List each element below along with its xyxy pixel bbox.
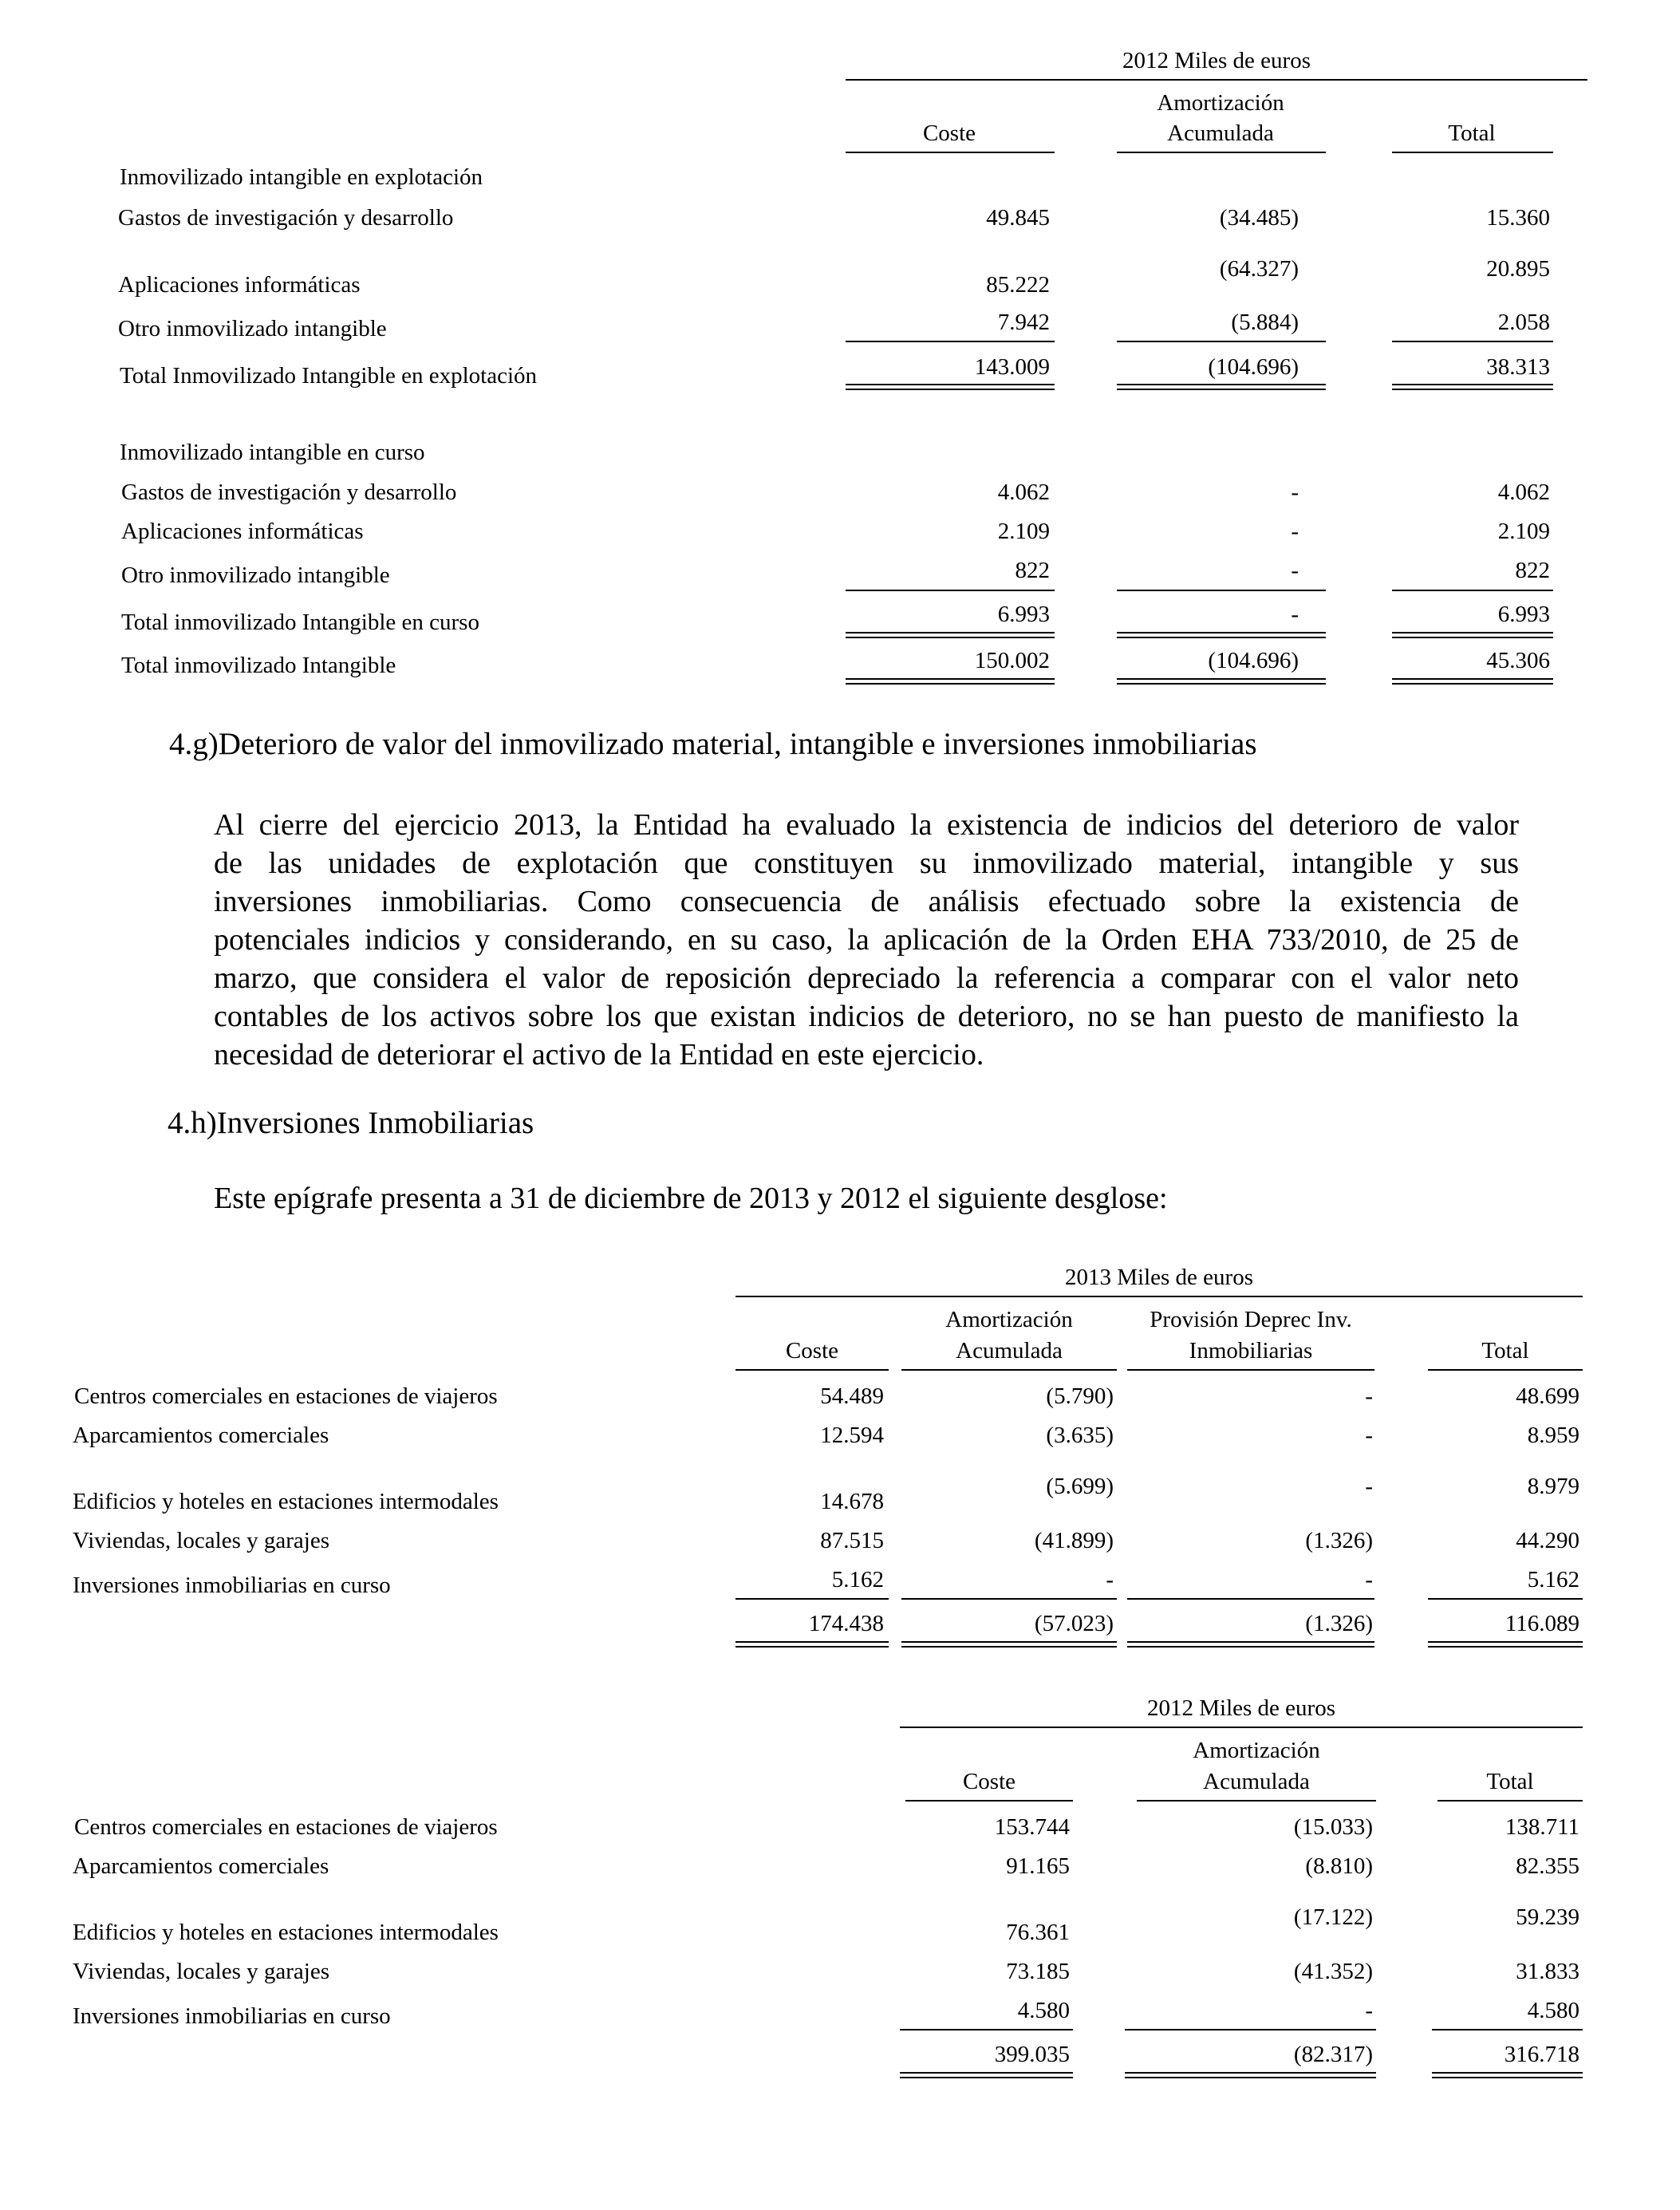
cell-prov: - <box>1365 1474 1373 1499</box>
row-label: Gastos de investigación y desarrollo <box>118 205 454 231</box>
cell-amort: - <box>1291 519 1299 544</box>
paragraph-line: de las unidades de explotación que constituyen su inmovilizado material, intangible y sus <box>214 847 1519 880</box>
row-label: Inversiones inmobiliarias en curso <box>73 1573 391 1598</box>
row-label: Centros comerciales en estaciones de viajeros <box>74 1383 498 1409</box>
cell-amort: - <box>1365 1998 1373 2023</box>
cell-total: 4.062 <box>1497 479 1550 505</box>
row-label: Aplicaciones informáticas <box>118 272 361 298</box>
col-rule-total <box>1392 152 1553 153</box>
cell-amort: (3.635) <box>1046 1423 1114 1448</box>
cell-amort: (5.790) <box>1046 1383 1114 1409</box>
cell-prov: - <box>1365 1383 1373 1409</box>
paragraph-line: marzo, que considera el valor de reposición depreciado la referencia a comparar con el valor neto <box>214 961 1519 995</box>
cell-total: 138.711 <box>1505 1814 1579 1840</box>
cell-coste: 822 <box>1015 558 1050 583</box>
row-label: Aplicaciones informáticas <box>121 519 364 544</box>
col-rule-amort <box>1117 152 1326 153</box>
row-label: Inversiones inmobiliarias en curso <box>73 2003 391 2029</box>
col-header-acumulada: Acumulada <box>1203 1769 1310 1794</box>
total-double-rule <box>846 678 1055 685</box>
col-header-total: Total <box>1486 1769 1534 1794</box>
cell-coste: 12.594 <box>820 1423 884 1448</box>
total-double-rule <box>1125 2072 1376 2078</box>
cell-amort: - <box>1291 558 1299 583</box>
cell-total: 5.162 <box>1527 1567 1579 1592</box>
period-header-rule <box>900 1727 1583 1728</box>
total-double-rule <box>1392 384 1553 390</box>
total-double-rule <box>901 1641 1117 1648</box>
cell-prov-total: (1.326) <box>1305 1611 1373 1636</box>
col-rule-prov <box>1127 1369 1374 1371</box>
total-double-rule <box>1428 1641 1583 1648</box>
col-header-acumulada: Acumulada <box>956 1338 1063 1363</box>
paragraph-line: necesidad de deteriorar el activo de la Entidad en este ejercicio. <box>214 1038 984 1071</box>
col-header-amortizacion: Amortización <box>945 1307 1073 1332</box>
cell-amort: (104.696) <box>1208 648 1299 673</box>
cell-total: 2.058 <box>1497 310 1550 335</box>
cell-amort: (5.884) <box>1231 310 1299 335</box>
period-header: 2012 Miles de euros <box>1122 48 1311 73</box>
total-double-rule <box>846 384 1055 390</box>
cell-total: 38.313 <box>1486 354 1550 380</box>
col-header-total: Total <box>1481 1338 1529 1363</box>
cell-coste: 76.361 <box>1006 1920 1070 1945</box>
row-label: Edificios y hoteles en estaciones intermodales <box>73 1920 499 1945</box>
paragraph-line: Al cierre del ejercicio 2013, la Entidad ha evaluado la existencia de indicios del deterioro de valor <box>214 808 1519 842</box>
cell-amort: (5.699) <box>1046 1474 1114 1499</box>
cell-total: 48.699 <box>1516 1383 1579 1409</box>
col-rule-coste <box>735 1369 889 1371</box>
section-heading-4g: 4.g)Deterioro de valor del inmovilizado material, intangible e inversiones inmobiliarias <box>169 727 1257 761</box>
col-rule-total <box>1437 1800 1583 1802</box>
row-label: Edificios y hoteles en estaciones intermodales <box>73 1489 499 1514</box>
subtotal-rule <box>1125 2029 1376 2030</box>
cell-total: 6.993 <box>1497 602 1550 627</box>
cell-total: 15.360 <box>1486 205 1550 231</box>
subtotal-rule <box>846 341 1055 342</box>
subtotal-rule <box>901 1598 1117 1600</box>
section-4g-paragraph <box>214 806 1519 1074</box>
period-header-rule <box>735 1296 1583 1297</box>
total-double-rule <box>1117 632 1326 638</box>
cell-coste: 143.009 <box>974 354 1050 380</box>
cell-total-total: 116.089 <box>1505 1611 1579 1636</box>
row-label: Gastos de investigación y desarrollo <box>121 479 457 505</box>
cell-coste-total: 399.035 <box>994 2042 1070 2067</box>
col-rule-coste <box>905 1800 1073 1802</box>
cell-amort: (8.810) <box>1305 1853 1373 1879</box>
cell-amort: (104.696) <box>1208 354 1299 380</box>
cell-total: 44.290 <box>1516 1528 1579 1553</box>
cell-coste: 2.109 <box>997 519 1050 544</box>
col-rule-amort <box>1137 1800 1376 1802</box>
total-double-rule <box>1392 678 1553 685</box>
col-header-acumulada: Acumulada <box>1167 120 1274 146</box>
total-double-rule <box>1392 632 1553 638</box>
row-label: Otro inmovilizado intangible <box>121 562 390 588</box>
section-title: Inmovilizado intangible en curso <box>120 440 425 465</box>
col-header-coste: Coste <box>922 120 976 146</box>
col-rule-coste <box>846 152 1055 153</box>
cell-total: 82.355 <box>1516 1853 1579 1879</box>
cell-coste: 153.744 <box>994 1814 1070 1840</box>
cell-amort-total: (57.023) <box>1034 1611 1114 1636</box>
cell-amort: - <box>1291 602 1299 627</box>
col-rule-amort <box>901 1369 1117 1371</box>
cell-coste: 85.222 <box>986 272 1050 298</box>
section-title: Inmovilizado intangible en explotación <box>120 164 483 190</box>
total-double-rule <box>1117 678 1326 685</box>
cell-total: 31.833 <box>1516 1959 1579 1984</box>
paragraph-line: inversiones inmobiliarias. Como consecuencia de análisis efectuado sobre la existencia de <box>214 885 1519 918</box>
cell-amort: (34.485) <box>1219 205 1299 231</box>
col-header-inmobiliarias: Inmobiliarias <box>1189 1338 1313 1363</box>
cell-total: 59.239 <box>1516 1904 1579 1930</box>
cell-amort: (41.899) <box>1034 1528 1114 1553</box>
total-double-rule <box>846 632 1055 638</box>
cell-amort: (64.327) <box>1219 256 1299 282</box>
paragraph-line: contables de los activos sobre los que existan indicios de deterioro, no se han puesto de manifiesto la <box>214 1000 1519 1033</box>
subtotal-rule <box>1432 2029 1583 2030</box>
col-rule-total <box>1428 1369 1583 1371</box>
cell-amort: - <box>1291 479 1299 505</box>
row-label: Centros comerciales en estaciones de viajeros <box>74 1814 498 1840</box>
cell-prov: - <box>1365 1423 1373 1448</box>
cell-total: 8.959 <box>1527 1423 1579 1448</box>
subtotal-rule <box>1117 341 1326 342</box>
cell-amort: (41.352) <box>1293 1959 1373 1984</box>
period-header: 2013 Miles de euros <box>1065 1265 1253 1290</box>
section-4h-intro: Este epígrafe presenta a 31 de diciembre de 2013 y 2012 el siguiente desglose: <box>214 1182 1168 1215</box>
cell-coste: 4.580 <box>1017 1998 1070 2023</box>
cell-coste: 14.678 <box>820 1489 884 1514</box>
period-header-rule <box>846 79 1587 81</box>
total-double-rule <box>1127 1641 1374 1648</box>
period-header: 2012 Miles de euros <box>1147 1695 1335 1721</box>
cell-coste: 91.165 <box>1006 1853 1070 1879</box>
col-header-provision: Provisión Deprec Inv. <box>1150 1307 1352 1332</box>
row-label-grand-total: Total inmovilizado Intangible <box>121 653 396 678</box>
cell-prov: (1.326) <box>1305 1528 1373 1553</box>
cell-total-total: 316.718 <box>1504 2042 1579 2067</box>
subtotal-rule <box>1428 1598 1583 1600</box>
subtotal-rule <box>1392 590 1553 591</box>
cell-coste: 5.162 <box>831 1567 884 1592</box>
col-header-amortizacion: Amortización <box>1157 90 1284 116</box>
col-header-total: Total <box>1448 120 1496 146</box>
cell-coste: 150.002 <box>974 648 1050 673</box>
col-header-amortizacion: Amortización <box>1193 1738 1320 1763</box>
row-label: Aparcamientos comerciales <box>73 1853 329 1879</box>
cell-total: 20.895 <box>1486 256 1550 282</box>
cell-coste: 87.515 <box>820 1528 884 1553</box>
subtotal-rule <box>1392 341 1553 342</box>
row-label: Aparcamientos comerciales <box>73 1423 329 1448</box>
section-heading-4h: 4.h)Inversiones Inmobiliarias <box>168 1106 534 1140</box>
cell-amort: (17.122) <box>1293 1904 1373 1930</box>
subtotal-rule <box>1117 590 1326 591</box>
paragraph-line: potenciales indicios y considerando, en su caso, la aplicación de la Orden EHA 733/2010, de 25 de <box>214 923 1519 957</box>
cell-amort-total: (82.317) <box>1293 2042 1373 2067</box>
cell-coste: 49.845 <box>986 205 1050 231</box>
subtotal-rule <box>900 2029 1073 2030</box>
cell-amort: (15.033) <box>1293 1814 1373 1840</box>
row-label: Otro inmovilizado intangible <box>118 316 387 341</box>
total-double-rule <box>1432 2072 1583 2078</box>
cell-total: 4.580 <box>1527 1998 1579 2023</box>
cell-coste: 4.062 <box>997 479 1050 505</box>
cell-total: 822 <box>1515 558 1550 583</box>
total-double-rule <box>1117 384 1326 390</box>
total-double-rule <box>735 1641 889 1648</box>
cell-coste: 6.993 <box>997 602 1050 627</box>
cell-coste: 54.489 <box>820 1383 884 1409</box>
subtotal-rule <box>846 590 1055 591</box>
subtotal-rule <box>735 1598 889 1600</box>
col-header-coste: Coste <box>785 1338 839 1363</box>
subtotal-rule <box>1127 1598 1374 1600</box>
total-double-rule <box>900 2072 1073 2078</box>
row-label: Viviendas, locales y garajes <box>73 1528 329 1553</box>
cell-coste: 7.942 <box>997 310 1050 335</box>
cell-total: 8.979 <box>1527 1474 1579 1499</box>
cell-total: 45.306 <box>1486 648 1550 673</box>
cell-coste: 73.185 <box>1006 1959 1070 1984</box>
cell-amort: - <box>1106 1567 1114 1592</box>
row-label: Viviendas, locales y garajes <box>73 1959 329 1984</box>
cell-total: 2.109 <box>1497 519 1550 544</box>
row-label-total: Total Inmovilizado Intangible en explotación <box>120 363 538 389</box>
cell-prov: - <box>1365 1567 1373 1592</box>
cell-coste-total: 174.438 <box>808 1611 884 1636</box>
row-label-total: Total inmovilizado Intangible en curso <box>121 610 479 635</box>
col-header-coste: Coste <box>962 1769 1016 1794</box>
